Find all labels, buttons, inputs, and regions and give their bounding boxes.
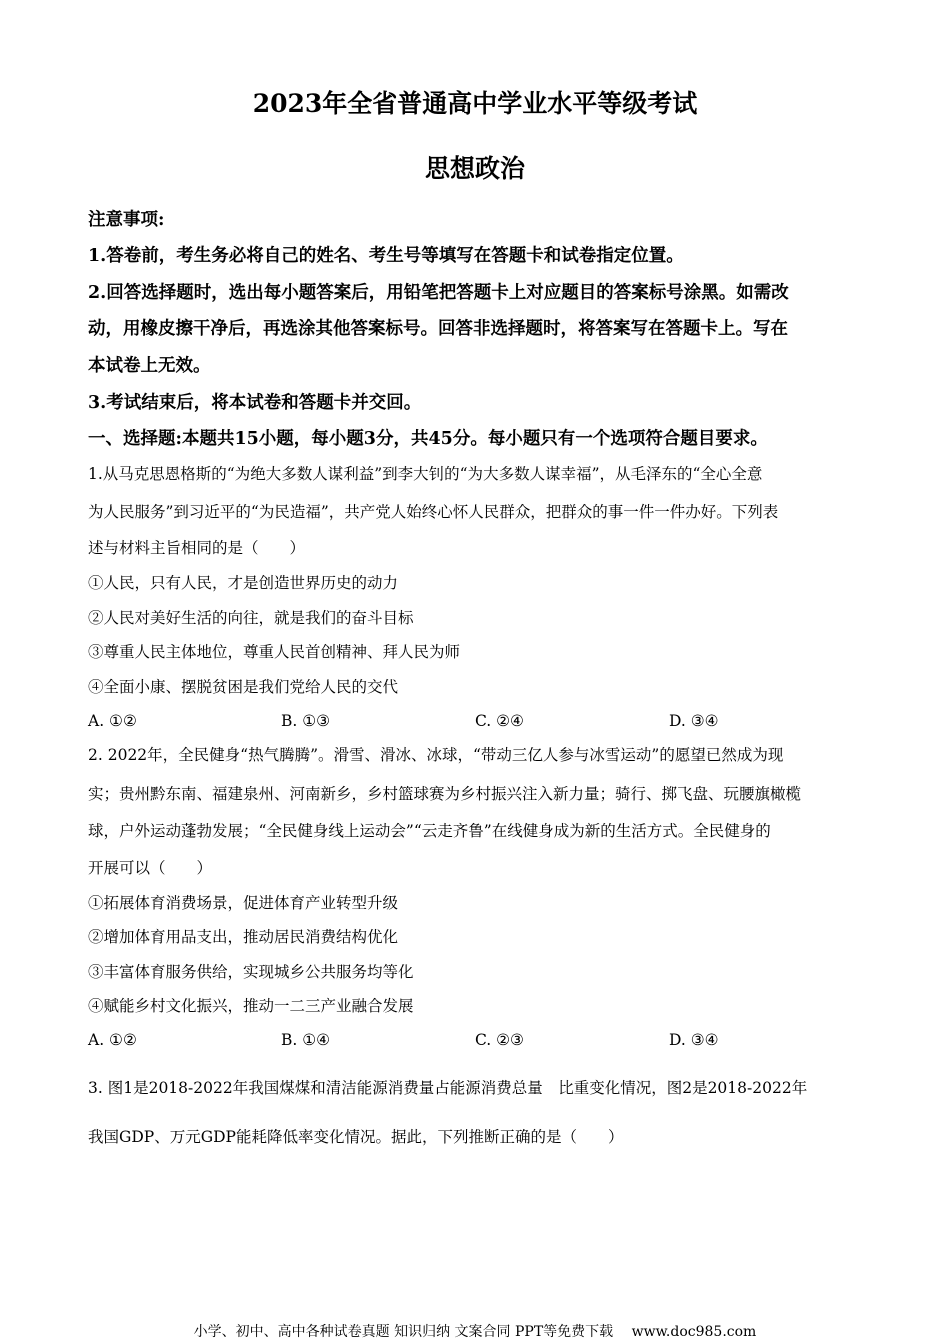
notice-item-2-line-2: 动，用橡皮擦干净后，再选涂其他答案标号。回答非选择题时，将答案写在答题卡上。写在 bbox=[88, 319, 788, 339]
q2-stem-line-3: 球，户外运动蓬勃发展；“全民健身线上运动会”“云走齐鲁”在线健身成为新的生活方式。全民健身的 bbox=[88, 822, 771, 840]
q2-statement-4: ④赋能乡村文化振兴，推动一二三产业融合发展 bbox=[88, 997, 414, 1015]
notice-heading: 注意事项: bbox=[88, 210, 165, 230]
q2-option-a: A. ①② bbox=[88, 1031, 137, 1049]
q1-statement-2: ②人民对美好生活的向往，就是我们的奋斗目标 bbox=[88, 609, 414, 627]
q2-statement-1: ①拓展体育消费场景，促进体育产业转型升级 bbox=[88, 894, 399, 912]
q1-statement-4: ④全面小康、摆脱贫困是我们党给人民的交代 bbox=[88, 678, 399, 696]
q2-option-d: D. ③④ bbox=[669, 1031, 719, 1049]
notice-item-3: 3.考试结束后，将本试卷和答题卡并交回。 bbox=[88, 393, 422, 413]
q3-stem-line-1: 3. 图1是2018-2022年我国煤煤和清洁能源消费量占能源消费总量 比重变化情况，图2是2018-2022年 bbox=[88, 1079, 808, 1097]
q2-stem-line-1: 2. 2022年，全民健身“热气腾腾”。滑雪、滑冰、冰球，“带动三亿人参与冰雪运动”的愿望已然成为现 bbox=[88, 746, 784, 764]
q3-stem-line-2: 我国GDP、万元GDP能耗降低率变化情况。据此，下列推断正确的是（ ） bbox=[88, 1128, 624, 1146]
exam-title: 2023年全省普通高中学业水平等级考试 bbox=[252, 89, 698, 118]
q1-statement-3: ③尊重人民主体地位，尊重人民首创精神、拜人民为师 bbox=[88, 643, 461, 661]
q2-stem-line-2: 实；贵州黔东南、福建泉州、河南新乡，乡村篮球赛为乡村振兴注入新力量；骑行、掷飞盘、玩腰旗橄榄 bbox=[88, 785, 802, 803]
section-heading: 一、选择题:本题共15小题，每小题3分，共45分。每小题只有一个选项符合题目要求。 bbox=[88, 429, 768, 449]
q2-option-c: C. ②③ bbox=[475, 1031, 524, 1049]
q2-option-b: B. ①④ bbox=[281, 1031, 331, 1049]
notice-item-1: 1.答卷前，考生务必将自己的姓名、考生号等填写在答题卡和试卷指定位置。 bbox=[88, 246, 684, 266]
q2-stem-line-4: 开展可以（ ） bbox=[88, 859, 213, 877]
q1-option-a: A. ①② bbox=[88, 712, 137, 730]
notice-item-2-line-3: 本试卷上无效。 bbox=[88, 356, 211, 376]
footer-watermark: 小学、初中、高中各种试卷真题 知识归纳 文案合同 PPT等免费下载 www.doc985.com bbox=[193, 1324, 757, 1340]
notice-item-2-line-1: 2.回答选择题时，选出每小题答案后，用铅笔把答题卡上对应题目的答案标号涂黑。如需改 bbox=[88, 283, 789, 303]
q1-option-b: B. ①③ bbox=[281, 712, 331, 730]
q1-stem-line-2: 为人民服务”到习近平的“为民造福”，共产党人始终心怀人民群众，把群众的事一件一件办好。下列表 bbox=[88, 503, 779, 521]
exam-subject: 思想政治 bbox=[424, 154, 525, 183]
q2-statement-3: ③丰富体育服务供给，实现城乡公共服务均等化 bbox=[88, 963, 414, 981]
q1-option-c: C. ②④ bbox=[475, 712, 524, 730]
q1-option-d: D. ③④ bbox=[669, 712, 719, 730]
q2-statement-2: ②增加体育用品支出，推动居民消费结构优化 bbox=[88, 928, 399, 946]
q1-statement-1: ①人民，只有人民，才是创造世界历史的动力 bbox=[88, 574, 399, 592]
q1-stem-line-3: 述与材料主旨相同的是（ ） bbox=[88, 539, 306, 557]
q1-stem-line-1: 1.从马克思恩格斯的“为绝大多数人谋利益”到李大钊的“为大多数人谋幸福”，从毛泽东的“全心全意 bbox=[88, 465, 763, 483]
